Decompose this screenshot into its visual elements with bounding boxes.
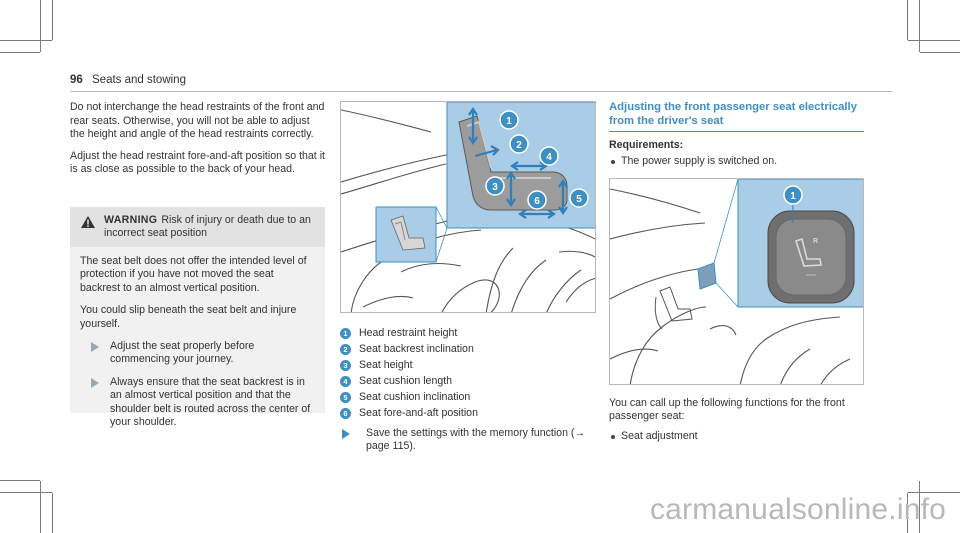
save-step [340, 427, 600, 454]
crop-mark [0, 480, 40, 481]
legend-text: Seat cushion inclination [359, 391, 471, 403]
passenger-seat-button-figure [609, 178, 864, 385]
legend-number: 5 [340, 392, 351, 403]
function-item: Seat adjustment [621, 430, 698, 442]
legend-text: Seat cushion length [359, 375, 453, 387]
intro-text [70, 101, 326, 185]
intro-paragraph-1: Do not interchange the head restraints of the front and rear seats. Otherwise, you will not be able to adjust the height and angle of the head restraints correctly. [70, 101, 325, 141]
requirements-label: Requirements: [609, 139, 684, 151]
legend-item [340, 357, 478, 373]
intro-paragraph-2: Adjust the head restraint fore-and-aft position so that it is as close as possible to the back of your head. [70, 149, 325, 176]
save-instruction [340, 427, 600, 463]
crop-mark [0, 492, 52, 493]
legend-item [340, 373, 478, 389]
legend-number: 3 [340, 360, 351, 371]
legend-number: 6 [340, 408, 351, 419]
header-divider [70, 91, 892, 92]
callout-1: 1 [506, 116, 512, 127]
crop-mark [908, 40, 960, 41]
section-name: Seats and stowing [92, 74, 186, 86]
warning-box [70, 207, 325, 429]
warning-triangle-icon [81, 216, 95, 228]
crop-mark [40, 0, 41, 52]
legend-text: Seat fore-and-aft position [359, 407, 478, 419]
crop-mark [40, 481, 41, 533]
door-button-illustration [610, 179, 864, 385]
warning-step [80, 376, 315, 430]
callout-2: 2 [516, 140, 522, 151]
figure-legend [340, 325, 478, 421]
callout-1: 1 [790, 191, 796, 202]
warning-body [70, 247, 325, 429]
legend-text: Head restraint height [359, 327, 458, 339]
warning-text-2: You could slip beneath the seat belt and injure yourself. [80, 304, 297, 330]
requirement-item: The power supply is switched on. [621, 155, 778, 167]
warning-step [80, 340, 315, 367]
callout-5: 5 [576, 194, 582, 205]
step-arrow-icon [91, 378, 99, 388]
warning-step-2: Always ensure that the seat backrest is in an almost vertical position and that the shoulder belt is routed across the center of your shoulder. [110, 375, 311, 429]
crop-mark [52, 0, 53, 40]
crop-mark [920, 52, 960, 53]
legend-item [340, 389, 478, 405]
bullet-icon [611, 160, 615, 164]
warning-title: WARNING [104, 214, 158, 226]
seat-door-illustration [341, 102, 596, 313]
legend-item [340, 325, 478, 341]
crop-mark [907, 0, 908, 40]
step-arrow-icon [342, 429, 350, 439]
warning-header [70, 207, 325, 247]
warning-headline: Risk of injury or death due to an incorrect seat position [104, 214, 311, 240]
crop-mark [919, 0, 920, 52]
legend-number: 2 [340, 344, 351, 355]
seat-adjustment-figure [340, 101, 596, 313]
save-step-text[interactable]: Save the settings with the memory function (→ page 115). [366, 427, 586, 453]
warning-step-1: Adjust the seat properly before commencing your journey. [110, 340, 255, 366]
legend-text: Seat backrest inclination [359, 343, 474, 355]
bullet-icon [611, 435, 615, 439]
watermark: carmanualsonline.info [649, 493, 946, 526]
section-title-rule [609, 131, 864, 132]
legend-item [340, 341, 478, 357]
callout-6: 6 [534, 196, 540, 207]
warning-text-1: The seat belt does not offer the intended level of protection if you have not moved the seat backrest to an almost vertical position. [80, 255, 307, 294]
crop-mark [0, 52, 40, 53]
legend-text: Seat height [359, 359, 413, 371]
legend-number: 4 [340, 376, 351, 387]
page-number: 96 [70, 74, 83, 86]
crop-mark [0, 40, 52, 41]
functions-intro: You can call up the following functions for the front passenger seat: [609, 397, 845, 423]
passenger-button-label: R [813, 238, 819, 245]
page-header [70, 74, 186, 86]
legend-number: 1 [340, 328, 351, 339]
crop-mark [52, 493, 53, 533]
callout-4: 4 [546, 152, 552, 163]
callout-3: 3 [492, 182, 498, 193]
step-arrow-icon [91, 342, 99, 352]
section-title: Adjusting the front passenger seat electrically from the driver's seat [609, 101, 857, 127]
legend-item [340, 405, 478, 421]
